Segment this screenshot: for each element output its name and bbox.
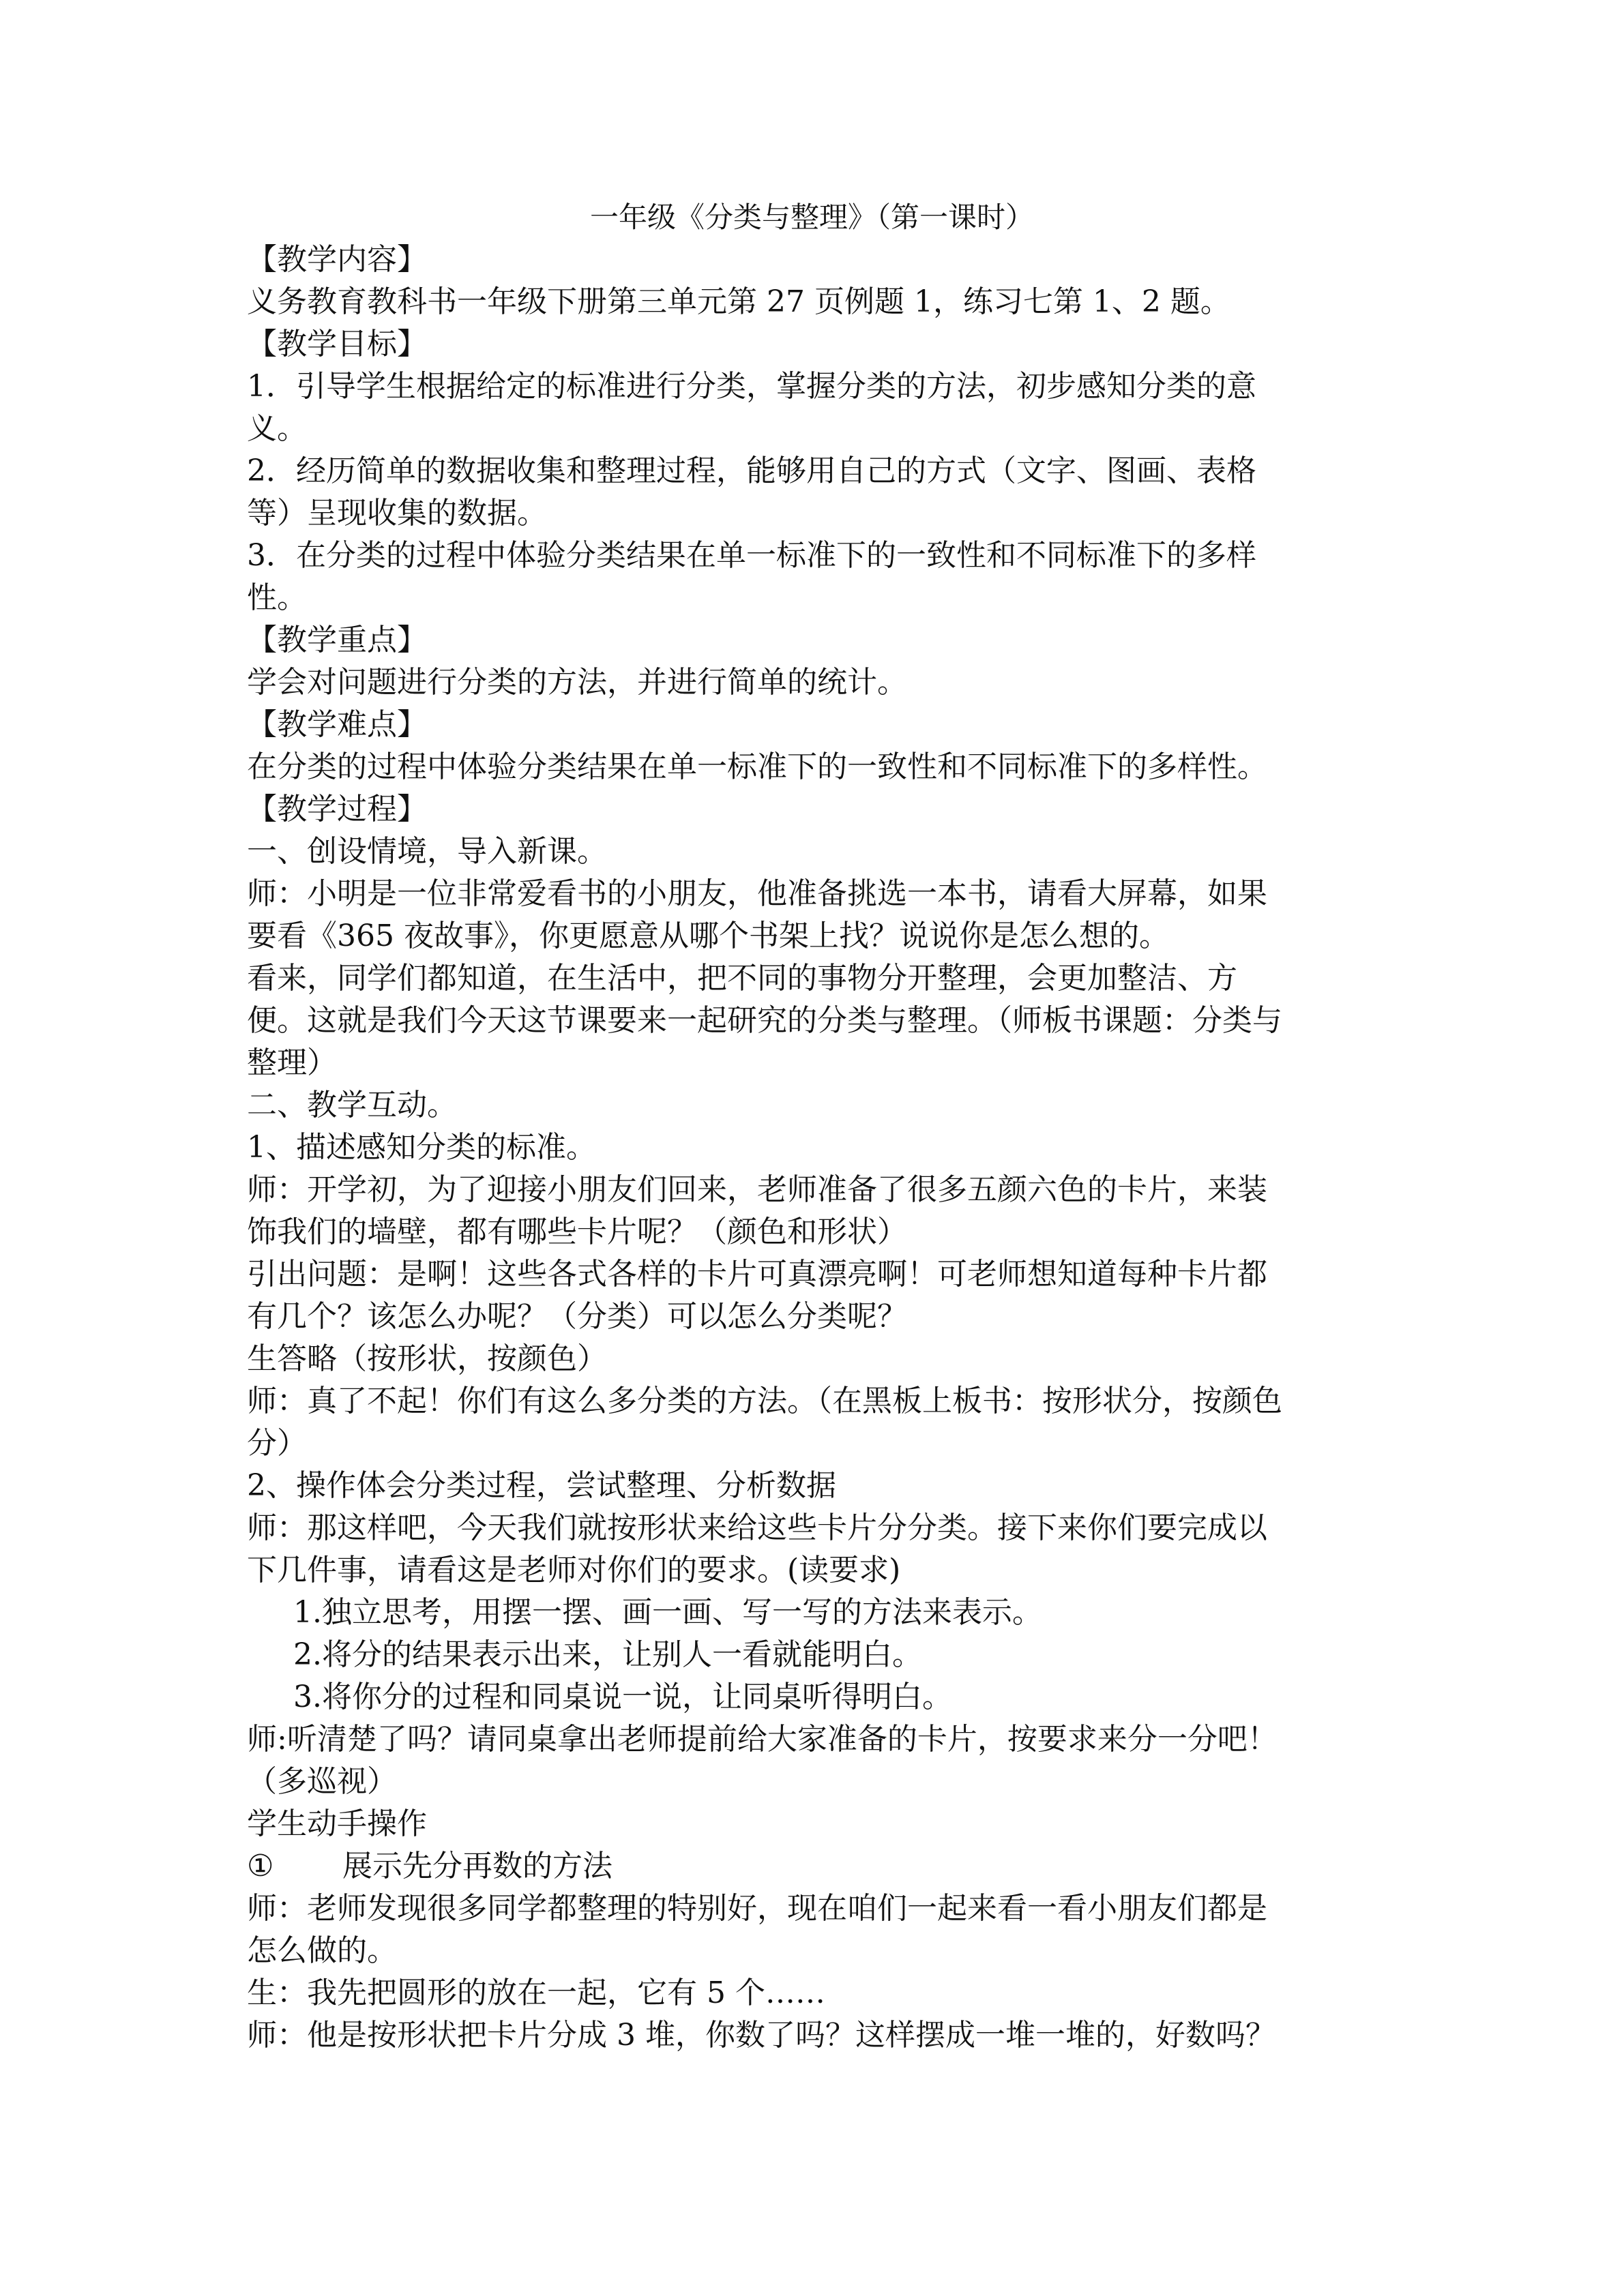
paragraph-line: 便。这就是我们今天这节课要来一起研究的分类与整理。（师板书课题：分类与 xyxy=(247,1003,1282,1038)
paragraph-line: 性。 xyxy=(247,580,307,615)
paragraph-line: 有几个？该怎么办呢？（分类）可以怎么分类呢？ xyxy=(247,1299,907,1334)
paragraph-line: 学会对问题进行分类的方法，并进行简单的统计。 xyxy=(247,665,907,700)
section-heading: 【教学重点】 xyxy=(247,623,427,657)
paragraph-line: 要看《365 夜故事》，你更愿意从哪个书架上找？说说你是怎么想的。 xyxy=(247,919,1169,953)
section-heading: 【教学难点】 xyxy=(247,707,427,742)
paragraph-line: 3．在分类的过程中体验分类结果在单一标准下的一致性和不同标准下的多样 xyxy=(247,538,1256,573)
document-title: 一年级《分类与整理》（第一课时） xyxy=(589,200,1034,234)
paragraph-line: 分） xyxy=(247,1426,307,1461)
section-heading: 【教学目标】 xyxy=(247,327,427,361)
paragraph-line: 引出问题：是啊！这些各式各样的卡片可真漂亮啊！可老师想知道每种卡片都 xyxy=(247,1257,1267,1292)
paragraph-line: 怎么做的。 xyxy=(247,1933,397,1968)
paragraph-line: 下几件事，请看这是老师对你们的要求。(读要求) xyxy=(247,1553,901,1587)
paragraph-line: 师:听清楚了吗？请同桌拿出老师提前给大家准备的卡片，按要求来分一分吧！ xyxy=(247,1722,1278,1757)
paragraph-line: 生答略（按形状，按颜色） xyxy=(247,1341,607,1376)
paragraph-line: 师：真了不起！你们有这么多分类的方法。（在黑板上板书：按形状分，按颜色 xyxy=(247,1384,1282,1418)
subsection-heading: 一、创设情境，导入新课。 xyxy=(247,834,607,869)
paragraph-line: 师：开学初，为了迎接小朋友们回来，老师准备了很多五颜六色的卡片，来装 xyxy=(247,1172,1267,1207)
paragraph-line: 师：老师发现很多同学都整理的特别好，现在咱们一起来看一看小朋友们都是 xyxy=(247,1891,1267,1926)
paragraph-line: 师：那这样吧，今天我们就按形状来给这些卡片分分类。接下来你们要完成以 xyxy=(247,1510,1267,1545)
requirement-item: 2.将分的结果表示出来，让别人一看就能明白。 xyxy=(293,1637,922,1672)
circled-number-marker: ① xyxy=(247,1849,274,1883)
paragraph-line: 整理） xyxy=(247,1045,337,1080)
paragraph-line: 师：小明是一位非常爱看书的小朋友，他准备挑选一本书，请看大屏幕，如果 xyxy=(247,876,1267,911)
paragraph-line: 学生动手操作 xyxy=(247,1806,427,1841)
numbered-subheading-text: 展示先分再数的方法 xyxy=(342,1849,612,1883)
section-heading: 【教学内容】 xyxy=(247,242,427,277)
paragraph-line: （多巡视） xyxy=(247,1764,397,1799)
subsection-heading: 二、教学互动。 xyxy=(247,1088,457,1122)
requirement-item: 3.将你分的过程和同桌说一说，让同桌听得明白。 xyxy=(293,1680,952,1714)
paragraph-line: 2．经历简单的数据收集和整理过程，能够用自己的方式（文字、图画、表格 xyxy=(247,453,1256,488)
paragraph-line: 看来，同学们都知道，在生活中，把不同的事物分开整理，会更加整洁、方 xyxy=(247,961,1237,996)
paragraph-line: 师：他是按形状把卡片分成 3 堆，你数了吗？这样摆成一堆一堆的，好数吗？ xyxy=(247,2018,1275,2053)
step-heading: 1、描述感知分类的标准。 xyxy=(247,1130,596,1165)
paragraph-line: 义务教育教科书一年级下册第三单元第 27 页例题 1，练习七第 1、2 题。 xyxy=(247,284,1230,319)
paragraph-line: 饰我们的墙壁，都有哪些卡片呢？（颜色和形状） xyxy=(247,1214,907,1249)
paragraph-line: 等）呈现收集的数据。 xyxy=(247,496,547,531)
document-body xyxy=(247,239,1379,2057)
paragraph-line: 在分类的过程中体验分类结果在单一标准下的一致性和不同标准下的多样性。 xyxy=(247,749,1267,784)
requirement-item: 1.独立思考，用摆一摆、画一画、写一写的方法来表示。 xyxy=(293,1595,1042,1630)
paragraph-line: 生：我先把圆形的放在一起，它有 5 个…… xyxy=(247,1976,825,2010)
numbered-subheading xyxy=(247,1845,1379,1888)
section-heading: 【教学过程】 xyxy=(247,792,427,826)
step-heading: 2、操作体会分类过程，尝试整理、分析数据 xyxy=(247,1468,836,1503)
paragraph-line: 义。 xyxy=(247,411,307,446)
paragraph-line: 1．引导学生根据给定的标准进行分类，掌握分类的方法，初步感知分类的意 xyxy=(247,369,1256,404)
